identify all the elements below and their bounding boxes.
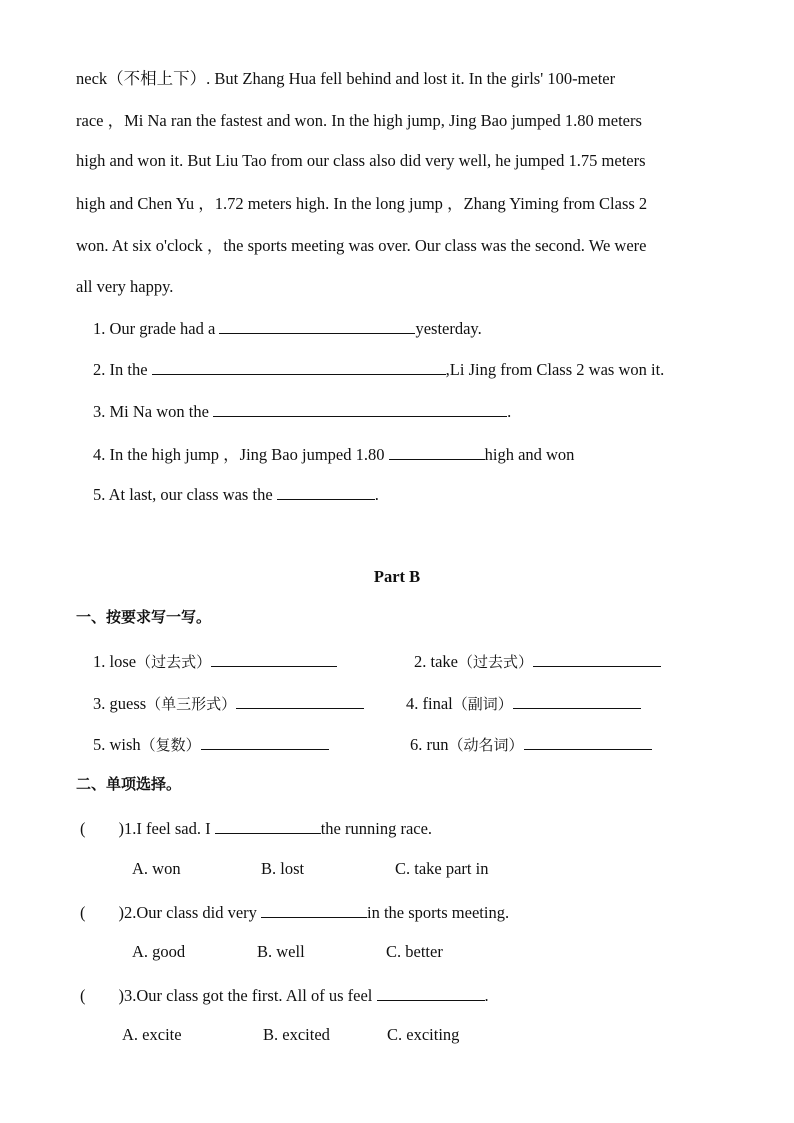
part-b-title: Part B: [373, 567, 421, 586]
question-text: 5. At last, our class was the: [93, 485, 277, 504]
option-b: B. excited: [263, 1025, 330, 1044]
word-text: 6. run: [410, 735, 449, 754]
question-text: 4. In the high jump ，Jing Bao jumped 1.80: [93, 445, 389, 464]
passage-line: won. At six o'clock ，the sports meeting was over. Our class was the second. We were: [76, 236, 647, 255]
word-hint: （过去式）: [136, 653, 212, 671]
passage-line: high and won it. But Liu Tao from our class also did very well, he jumped 1.75 meters: [76, 151, 646, 170]
question-text: yesterday.: [415, 319, 482, 338]
word-hint: （复数）: [140, 736, 201, 754]
mc-question-1: [80, 817, 432, 840]
passage-line: neck（不相上下）. But Zhang Hua fell behind and lost it. In the girls' 100-meter: [76, 69, 616, 88]
answer-blank[interactable]: [215, 817, 321, 834]
option-c: C. take part in: [395, 859, 489, 878]
option-a: A. won: [132, 859, 181, 878]
section2-heading: 二、单项选择。: [76, 775, 182, 793]
answer-blank[interactable]: [211, 650, 337, 667]
word-item-3: [93, 692, 364, 715]
option-c: C. better: [386, 942, 443, 961]
answer-blank[interactable]: [513, 692, 641, 709]
word-item-4: [406, 692, 641, 715]
answer-paren[interactable]: ( ): [80, 986, 124, 1005]
option-b: B. well: [257, 942, 305, 961]
question-text: high and won: [484, 445, 575, 464]
word-item-1: [93, 650, 337, 673]
word-hint: （动名词）: [448, 736, 524, 754]
answer-blank[interactable]: [213, 400, 507, 417]
answer-blank[interactable]: [201, 733, 329, 750]
answer-blank[interactable]: [389, 443, 485, 460]
question-3: [93, 400, 511, 423]
answer-blank[interactable]: [377, 984, 485, 1001]
question-text: .: [374, 485, 379, 504]
question-text: 2.Our class did very: [124, 903, 262, 922]
passage-line: all very happy.: [76, 277, 174, 296]
question-4: [93, 443, 574, 466]
word-text: 5. wish: [93, 735, 141, 754]
word-hint: （单三形式）: [146, 695, 237, 713]
question-text: 1. Our grade had a: [93, 319, 220, 338]
answer-blank[interactable]: [219, 317, 415, 334]
answer-blank[interactable]: [277, 483, 375, 500]
word-hint: （过去式）: [457, 653, 533, 671]
question-text: 3.Our class got the first. All of us feel: [124, 986, 377, 1005]
word-item-2: [414, 650, 661, 673]
question-text: .: [507, 402, 512, 421]
question-1: [93, 317, 482, 340]
question-text: 3. Mi Na won the: [93, 402, 214, 421]
question-2: [93, 358, 664, 381]
word-text: 2. take: [414, 652, 458, 671]
answer-blank[interactable]: [236, 692, 364, 709]
answer-blank[interactable]: [524, 733, 652, 750]
question-text: the running race.: [320, 819, 433, 838]
passage-line: high and Chen Yu ，1.72 meters high. In the long jump ，Zhang Yiming from Class 2: [76, 194, 648, 213]
word-text: 3. guess: [93, 694, 147, 713]
question-text: ,Li Jing from Class 2 was won it.: [445, 360, 665, 379]
answer-blank[interactable]: [152, 358, 446, 375]
answer-blank[interactable]: [533, 650, 661, 667]
option-a: A. excite: [122, 1025, 182, 1044]
section1-heading: 一、按要求写一写。: [76, 608, 212, 626]
passage-line: race ，Mi Na ran the fastest and won. In the high jump, Jing Bao jumped 1.80 meters: [76, 111, 642, 130]
question-5: [93, 483, 379, 506]
word-item-5: [93, 733, 329, 756]
mc-question-3: [80, 984, 489, 1007]
mc-question-2: [80, 901, 509, 924]
answer-paren[interactable]: ( ): [80, 819, 124, 838]
option-b: B. lost: [261, 859, 305, 878]
answer-blank[interactable]: [261, 901, 367, 918]
option-a: A. good: [132, 942, 186, 961]
question-text: .: [484, 986, 489, 1005]
word-hint: （副词）: [452, 695, 513, 713]
question-text: 2. In the: [93, 360, 152, 379]
option-c: C. exciting: [387, 1025, 460, 1044]
question-text: in the sports meeting.: [367, 903, 510, 922]
word-text: 4. final: [406, 694, 453, 713]
word-text: 1. lose: [93, 652, 137, 671]
word-item-6: [410, 733, 652, 756]
answer-paren[interactable]: ( ): [80, 903, 124, 922]
question-text: 1.I feel sad. I: [124, 819, 215, 838]
